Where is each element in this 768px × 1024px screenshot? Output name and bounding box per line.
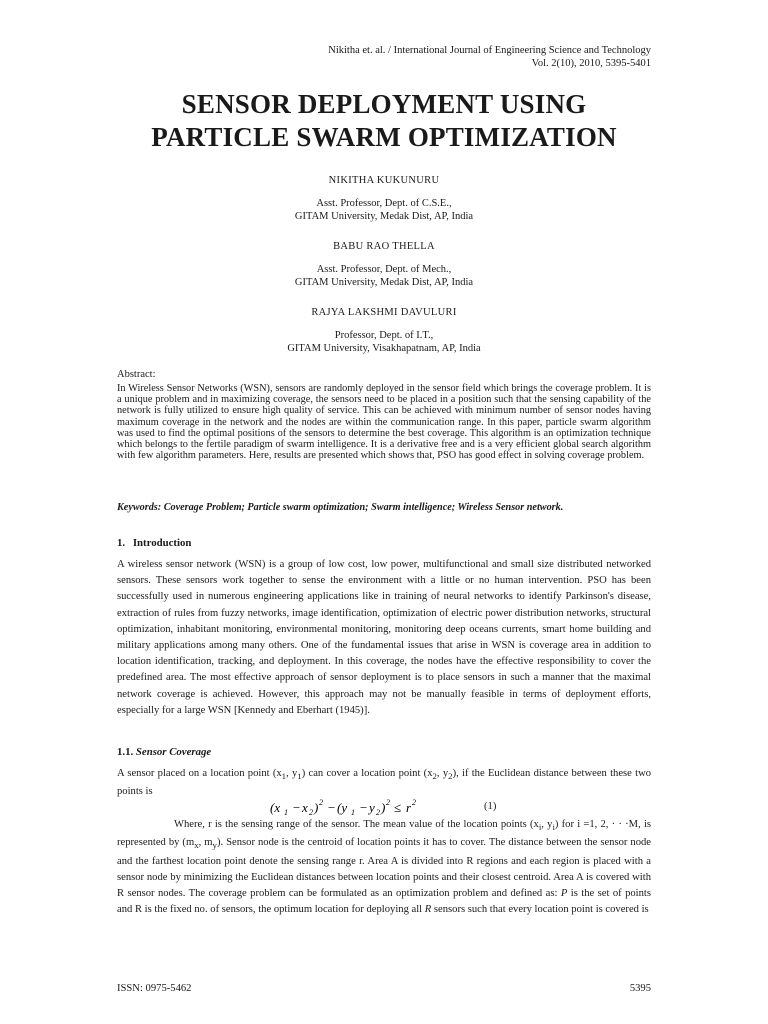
header-journal: Nikitha et. al. / International Journal of Engineering Science and Technology (328, 45, 651, 56)
subscript: y (212, 840, 217, 851)
equation-graphic (270, 798, 450, 818)
svg-text:1: 1 (351, 808, 355, 817)
author-name: BABU RAO THELLA (333, 241, 435, 252)
author-name: RAJYA LAKSHMI DAVULURI (311, 307, 457, 318)
text-run: , y (541, 819, 553, 830)
header-volume: Vol. 2(10), 2010, 5395-5401 (531, 58, 651, 69)
subscript: 2 (448, 771, 453, 782)
svg-text:(y: (y (337, 800, 348, 815)
subscript: x (194, 840, 199, 851)
math-symbol: P (560, 888, 568, 900)
author-affiliation: Asst. Professor, Dept. of Mech., (316, 264, 452, 275)
running-header (328, 44, 651, 70)
section-title: Introduction (132, 537, 192, 549)
svg-text:r: r (406, 800, 412, 815)
subscript: 2 (432, 771, 437, 782)
text-run: A sensor placed on a location point (x (117, 768, 282, 779)
svg-text:2: 2 (412, 798, 416, 807)
svg-text:y: y (369, 800, 375, 815)
title-line-2: PARTICLE SWARM OPTIMIZATION (151, 122, 617, 152)
abstract-heading: Abstract: (117, 369, 156, 380)
text-run: , y (286, 768, 298, 779)
footer-page-number: 5395 (629, 983, 651, 994)
author-affiliation: GITAM University, Visakhapatnam, AP, India (287, 343, 481, 354)
subsection-number: 1.1. (117, 746, 134, 758)
author-affiliation: GITAM University, Medak Dist, AP, India (294, 277, 474, 288)
subscript: i (552, 822, 555, 833)
svg-text:−: − (359, 800, 368, 815)
author-block-2 (0, 240, 768, 289)
author-block-1 (0, 174, 768, 223)
svg-text:2: 2 (319, 798, 323, 807)
text-run: ), if the Euclidean distance between these two points is (117, 768, 652, 798)
text-run: Where, r is the sensing range of the sensor. The mean value of the location points (x (174, 819, 539, 830)
svg-text:≤: ≤ (394, 800, 402, 815)
svg-text:(x: (x (270, 800, 281, 815)
equation-number: (1) (484, 801, 497, 812)
svg-text:1: 1 (284, 808, 288, 817)
keywords: Keywords: Coverage Problem; Particle swarm optimization; Swarm intelligence; Wireless Sensor network. (117, 502, 564, 513)
author-block-3 (0, 306, 768, 355)
introduction-paragraph: A wireless sensor network (WSN) is a group of low cost, low power, multifunctional and small size distributed networked sensors. These sensors work together to sense the environment with a little or no human intervention. PSO has been successfully used in numerous engineering applications like in training of neural networks to identify Parkinson's disease, extraction of rules from fuzzy networks, image identification, optimization of electric power distribution networks, structural optimization, inhabitant monitoring, environmental monitoring, monitoring deep oceans currents, smart home building and military applications among many others. One of the fundamental issues that arise in WSN is coverage area in addition to location identification, tracking, and deployment. In this coverage, the nodes have the effective responsibility to cover the predefined area. The most effective approach of sensor deployment is to place sensors in such a manner that the maximal network coverage is achieved. However, this approach may not be manually feasible in terms of deployment efforts, especially for a large WSN [Kennedy and Eberhart (1945)]. (117, 559, 651, 716)
svg-text:): ) (381, 800, 386, 815)
author-name: NIKITHA KUKUNURU (328, 175, 440, 186)
svg-text:2: 2 (309, 808, 313, 817)
svg-text:2: 2 (376, 808, 380, 817)
section-number: 1. (117, 537, 126, 549)
svg-text:): ) (314, 800, 319, 815)
subsection-heading-sensor-coverage (117, 746, 211, 758)
svg-text:−: − (327, 800, 336, 815)
subsection-title: Sensor Coverage (135, 746, 212, 758)
math-symbol: R (424, 904, 432, 916)
text-run: ) for i =1, 2, · · ·M, is represented by (m (117, 819, 652, 849)
title-line-1: SENSOR DEPLOYMENT USING (181, 89, 587, 119)
author-affiliation: Professor, Dept. of I.T., (334, 330, 434, 341)
paper-title (0, 88, 768, 154)
svg-text:−: − (292, 800, 301, 815)
subscript: i (538, 822, 542, 833)
abstract-body: In Wireless Sensor Networks (WSN), sensors are randomly deployed in the sensor field which brings the coverage problem. It is a unique problem and in maximizing coverage, the sensors need to be placed in a position such that the sensing capability of the network is fully utilized to ensure high quality of service. This can be achieved with minimum number of sensor nodes having maximum coverage in the network and the nodes are within the communication range. In this paper, particle swarm algorithm was used to find the optimal positions of the sensors to determine the best coverage. This algorithm is an optimization technique which belongs to the fertile paradigm of swarm intelligence. It is a derivative free and is a very efficient global search algorithm with few algorithm parameters. Here, results are presented which shows that, PSO has good effect in solving coverage problem. (117, 383, 651, 462)
subscript: 1 (281, 771, 287, 782)
footer-issn: ISSN: 0975-5462 (117, 983, 192, 994)
svg-text:2: 2 (386, 798, 390, 807)
text-run: sensors such that every location point is covered is (431, 904, 649, 916)
text-run: ) can cover a location point (x (301, 768, 433, 779)
coverage-paragraph-1 (117, 766, 651, 801)
coverage-paragraph-2 (117, 817, 651, 918)
subscript: 1 (297, 771, 302, 782)
text-run: , m (198, 837, 213, 849)
text-run: is the set of points and R is the fixed no. of sensors, the optimum location for deploying all (117, 888, 651, 916)
section-heading-introduction (117, 537, 191, 549)
text-run: ). Sensor node is the centroid of location points it has to cover. The distance between the sensor node and the farthest location point denote the sensing range r. Area A is divided into R regions and each region is placed with a sensor node by minimizing the Euclidean distances between location points and their closest centroid. Area A is covered with R sensor nodes. The coverage problem can be formulated as an optimization problem and defined as: (117, 837, 651, 900)
text-run: , y (436, 768, 449, 779)
author-affiliation: Asst. Professor, Dept. of C.S.E., (316, 198, 452, 209)
author-affiliation: GITAM University, Medak Dist, AP, India (294, 211, 474, 222)
svg-text:x: x (302, 800, 308, 815)
